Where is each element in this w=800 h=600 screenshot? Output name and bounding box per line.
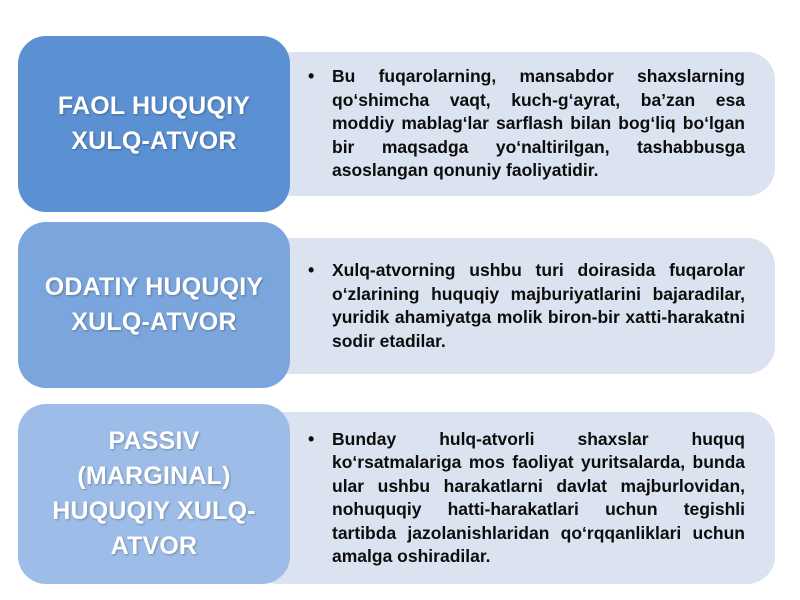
row-passiv (0, 404, 800, 584)
description-body: Bu fuqarolarning, mansabdor shaxslarning qo‘shimcha vaqt, kuch-g‘ayrat, ba’zan esa moddiy mablag‘lar sarflash bilan bog‘liq bo‘lgan bir maqsadga yo‘naltirilgan, tashabbusga asoslangan qonuniy faoliyatidir. (332, 66, 745, 181)
bullet-icon: • (308, 260, 315, 280)
heading-label: PASSIV (MARGINAL) HUQUQIY XULQ-ATVOR (52, 427, 256, 560)
description-text (308, 259, 745, 353)
row-odatiy (0, 222, 800, 388)
bullet-icon: • (308, 66, 315, 87)
description-body: Xulq-atvorning ushbu turi doirasida fuqarolar o‘zlarining huquqiy majburiyatlarini bajaradilar, yuridik ahamiyatga molik biron-bir xatti-harakatni sodir etadilar. (332, 260, 745, 351)
heading-box (18, 222, 290, 388)
heading-box (18, 36, 290, 212)
description-box (250, 412, 775, 584)
heading-label: ODATIY HUQUQIY XULQ-ATVOR (44, 273, 264, 336)
row-faol (0, 36, 800, 212)
bullet-icon: • (308, 428, 315, 449)
heading-label: FAOL HUQUQIY XULQ-ATVOR (57, 92, 251, 155)
description-box (250, 52, 775, 196)
description-body: Bunday hulq-atvorli shaxslar huquq ko‘rsatmalariga mos faoliyat yuritsalarda, bunda ular ushbu harakatlarni davlat majburlovidan, nohuquqiy hatti-harakatlari uchun tegishli tartibda jazolanishlaridan qo‘rqqanliklari uchun amalga oshiradilar. (332, 428, 745, 566)
description-text (308, 65, 745, 183)
description-text (308, 428, 745, 569)
description-box (250, 238, 775, 374)
heading-box (18, 404, 290, 584)
